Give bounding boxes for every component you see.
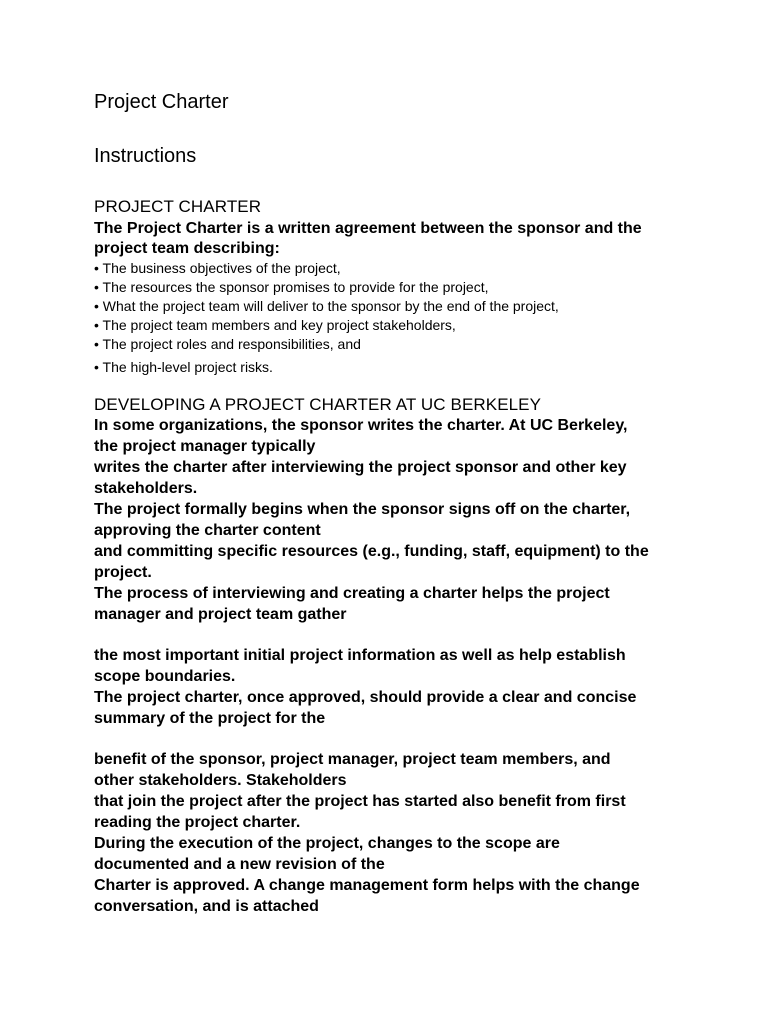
section-heading: PROJECT CHARTER xyxy=(94,197,262,216)
bullet-item: • The high-level project risks. xyxy=(94,359,273,375)
paragraph-line: conversation, and is attached xyxy=(94,898,319,915)
paragraph-line: and committing specific resources (e.g., funding, staff, equipment) to the xyxy=(94,543,649,560)
bullet-list xyxy=(94,259,694,377)
paragraph-line: writes the charter after interviewing the project sponsor and other key xyxy=(94,459,627,476)
paragraph-line: the most important initial project information as well as help establish xyxy=(94,647,626,664)
intro-paragraph xyxy=(94,219,694,259)
bullet-item: • The project roles and responsibilities, and xyxy=(94,336,361,352)
bullet-item: • The business objectives of the project, xyxy=(94,260,341,276)
bullet-item: • The resources the sponsor promises to provide for the project, xyxy=(94,279,489,295)
paragraph-gap xyxy=(94,625,694,645)
bullet-item: • The project team members and key project stakeholders, xyxy=(94,317,456,333)
intro-line: The Project Charter is a written agreement between the sponsor and the xyxy=(94,220,642,237)
section-project-charter xyxy=(94,197,694,377)
paragraph-line: documented and a new revision of the xyxy=(94,856,385,873)
body-paragraph xyxy=(94,415,694,917)
paragraph-line: reading the project charter. xyxy=(94,814,301,831)
paragraph-line: scope boundaries. xyxy=(94,668,236,685)
paragraph-line: the project manager typically xyxy=(94,438,316,455)
document-subtitle: Instructions xyxy=(94,145,197,167)
paragraph-line: that join the project after the project has started also benefit from first xyxy=(94,793,626,810)
paragraph-line: In some organizations, the sponsor writes the charter. At UC Berkeley, xyxy=(94,417,628,434)
intro-line: project team describing: xyxy=(94,240,280,257)
paragraph-line: The project charter, once approved, should provide a clear and concise xyxy=(94,689,637,706)
paragraph-line: summary of the project for the xyxy=(94,710,326,727)
paragraph-line: During the execution of the project, changes to the scope are xyxy=(94,835,560,852)
paragraph-line: other stakeholders. Stakeholders xyxy=(94,772,347,789)
document-title: Project Charter xyxy=(94,91,229,113)
paragraph-line: benefit of the sponsor, project manager, project team members, and xyxy=(94,751,611,768)
section-heading: DEVELOPING A PROJECT CHARTER AT UC BERKELEY xyxy=(94,395,542,414)
paragraph-line: project. xyxy=(94,564,152,581)
paragraph-line: manager and project team gather xyxy=(94,606,347,623)
paragraph-line: The project formally begins when the sponsor signs off on the charter, xyxy=(94,501,631,518)
bullet-item: • What the project team will deliver to the sponsor by the end of the project, xyxy=(94,298,559,314)
paragraph-gap xyxy=(94,729,694,749)
paragraph-line: stakeholders. xyxy=(94,480,198,497)
section-developing-charter xyxy=(94,395,694,917)
paragraph-line: approving the charter content xyxy=(94,522,321,539)
paragraph-line: Charter is approved. A change management form helps with the change xyxy=(94,877,640,894)
paragraph-line: The process of interviewing and creating a charter helps the project xyxy=(94,585,610,602)
